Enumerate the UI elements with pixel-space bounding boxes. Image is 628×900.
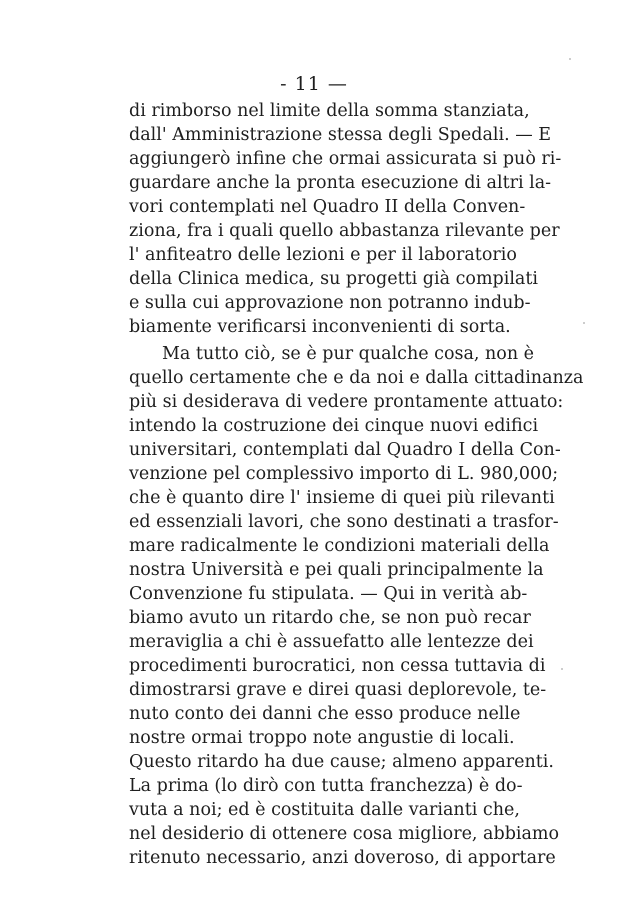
text-line: vori contemplati nel Quadro II della Conven- [129, 197, 526, 217]
text-line: procedimenti burocratici, non cessa tuttavia di [129, 656, 546, 676]
text-line: venzione pel complessivo importo di L. 980,000; [129, 464, 559, 484]
text-line: che è quanto dire l' insieme di quei più rilevanti [129, 488, 555, 508]
text-line: Questo ritardo ha due cause; almeno apparenti. [129, 752, 554, 772]
paragraph-first-line: Ma tutto ciò, se è pur qualche cosa, non è [162, 344, 535, 364]
text-line: aggiungerò infine che ormai assicurata si può ri- [129, 149, 562, 169]
text-line: nostre ormai troppo note angustie di locali. [129, 728, 515, 748]
text-line: della Clinica medica, su progetti già compilati [129, 269, 538, 289]
text-line: ritenuto necessario, anzi doveroso, di apportare [129, 848, 556, 868]
text-line: e sulla cui approvazione non potranno indub- [129, 293, 531, 313]
text-line: dall' Amministrazione stessa degli Spedali. — E [129, 125, 552, 145]
text-line: l' anfiteatro delle lezioni e per il laboratorio [129, 245, 517, 265]
text-line: universitari, contemplati dal Quadro I della Con- [129, 440, 561, 460]
text-line: guardare anche la pronta esecuzione di altri la- [129, 173, 552, 193]
text-line: ziona, fra i quali quello abbastanza rilevante per [129, 221, 560, 241]
text-line: Convenzione fu stipulata. — Qui in verità ab- [129, 584, 528, 604]
text-line: ed essenziali lavori, che sono destinati a trasfor- [129, 512, 559, 532]
text-line: intendo la costruzione dei cinque nuovi edifici [129, 416, 539, 436]
text-line: di rimborso nel limite della somma stanziata, [129, 101, 530, 121]
text-line: nuto conto dei danni che esso produce nelle [129, 704, 521, 724]
text-line: dimostrarsi grave e direi quasi deplorevole, te- [129, 680, 547, 700]
page-number: - 11 — [280, 73, 348, 95]
text-line: mare radicalmente le condizioni materiali della [129, 536, 550, 556]
text-line: biamo avuto un ritardo che, se non può recar [129, 608, 531, 628]
text-line: nostra Università e pei quali principalmente la [129, 560, 544, 580]
text-line: vuta a noi; ed è costituita dalle varianti che, [129, 800, 520, 820]
text-line: più si desiderava di vedere prontamente attuato: [129, 392, 564, 412]
paper-speck [561, 668, 563, 670]
text-line: biamente verificarsi inconvenienti di sorta. [129, 317, 511, 337]
paper-speck [569, 58, 571, 60]
paper-speck [583, 322, 585, 324]
text-line: quello certamente che e da noi e dalla cittadinanza [129, 368, 584, 388]
text-line: La prima (lo dirò con tutta franchezza) è do- [129, 776, 523, 796]
text-line: meraviglia a chi è assuefatto alle lentezze dei [129, 632, 534, 652]
text-line: nel desiderio di ottenere cosa migliore, abbiamo [129, 824, 560, 844]
